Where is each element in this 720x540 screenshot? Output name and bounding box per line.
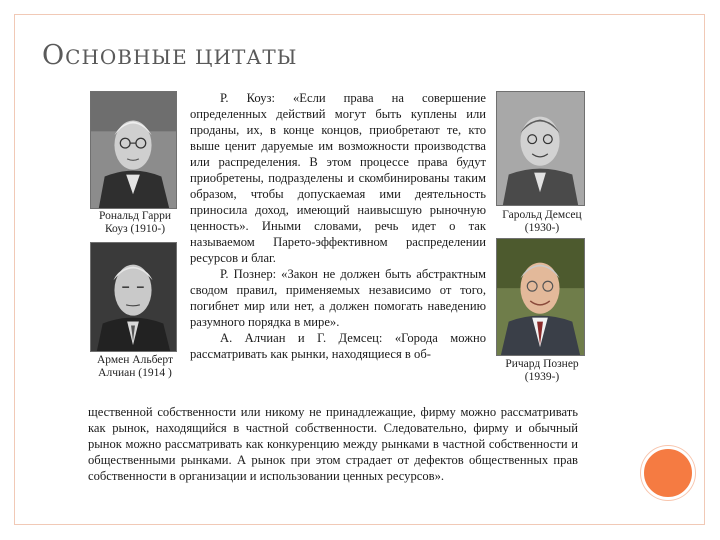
- quotes-column: [190, 90, 486, 362]
- posner-quote: Р. Познер: «Закон не должен быть абстрактным сводом правил, применяемых независимо от того, погибнет мир или нет, а должен помогать наведению разумного порядка в мире».: [190, 267, 486, 329]
- slide-title-initial: О: [42, 40, 66, 71]
- quote-figure: [88, 88, 588, 498]
- demsetz-caption: [492, 209, 592, 235]
- posner-caption-years: (1939-): [524, 371, 560, 383]
- alchian-caption-name: Армен Альберт: [96, 354, 173, 366]
- coase-caption-name: Рональд Гарри: [98, 210, 172, 222]
- decorative-orange-circle: [641, 446, 695, 500]
- alchian-caption-years: Алчиан (1914 ): [98, 367, 172, 379]
- demsetz-caption-name: Гарольд Демсец: [502, 209, 582, 221]
- quotes-wide: [88, 404, 578, 484]
- demsetz-caption-years: (1930-): [524, 222, 560, 234]
- coase-portrait: [90, 91, 177, 209]
- posner-portrait: [496, 238, 585, 356]
- coase-quote: Р. Коуз: «Если права на совершение определенных действий могут быть куплены или проданы, их, в конце концов, приобретают те, кто выше ценит даруемые им возможности производства или распределения. В этом процессе права будут приобретены, подразделены и скомбинированы таким образом, чтобы допускаемая ими деятельность приносила доход, имеющий наивысшую рыночную ценность». Иными словами, речь идет о так называемом Парето-эффективном распределении ресурсов и благ.: [190, 91, 486, 265]
- alchian-caption: [88, 354, 182, 380]
- coase-caption-years: Коуз (1910-): [104, 223, 166, 235]
- demsetz-portrait: [496, 91, 585, 206]
- posner-caption: [492, 358, 592, 384]
- slide-title: [42, 40, 297, 71]
- alchian-demsetz-quote-rest: щественной собственности или никому не принадлежащие, фирму можно рассматривать как рынок, находящийся в частной собственности. Следовательно, фирму и обычный рынок можно рассматривать как конкуренцию между рынками в частной собственности и общественными рынками. А рынок при этом страдает от дефектов общественных прав собственности в организации и использовании ценных ресурсов».: [88, 405, 578, 483]
- coase-caption: [88, 210, 182, 236]
- posner-caption-name: Ричард Познер: [505, 358, 579, 370]
- alchian-portrait: [90, 242, 177, 352]
- alchian-demsetz-quote-start: А. Алчиан и Г. Демсец: «Города можно рассматривать как рынки, находящиеся в об-: [190, 331, 486, 361]
- slide-title-rest: СНОВНЫЕ ЦИТАТЫ: [65, 45, 298, 69]
